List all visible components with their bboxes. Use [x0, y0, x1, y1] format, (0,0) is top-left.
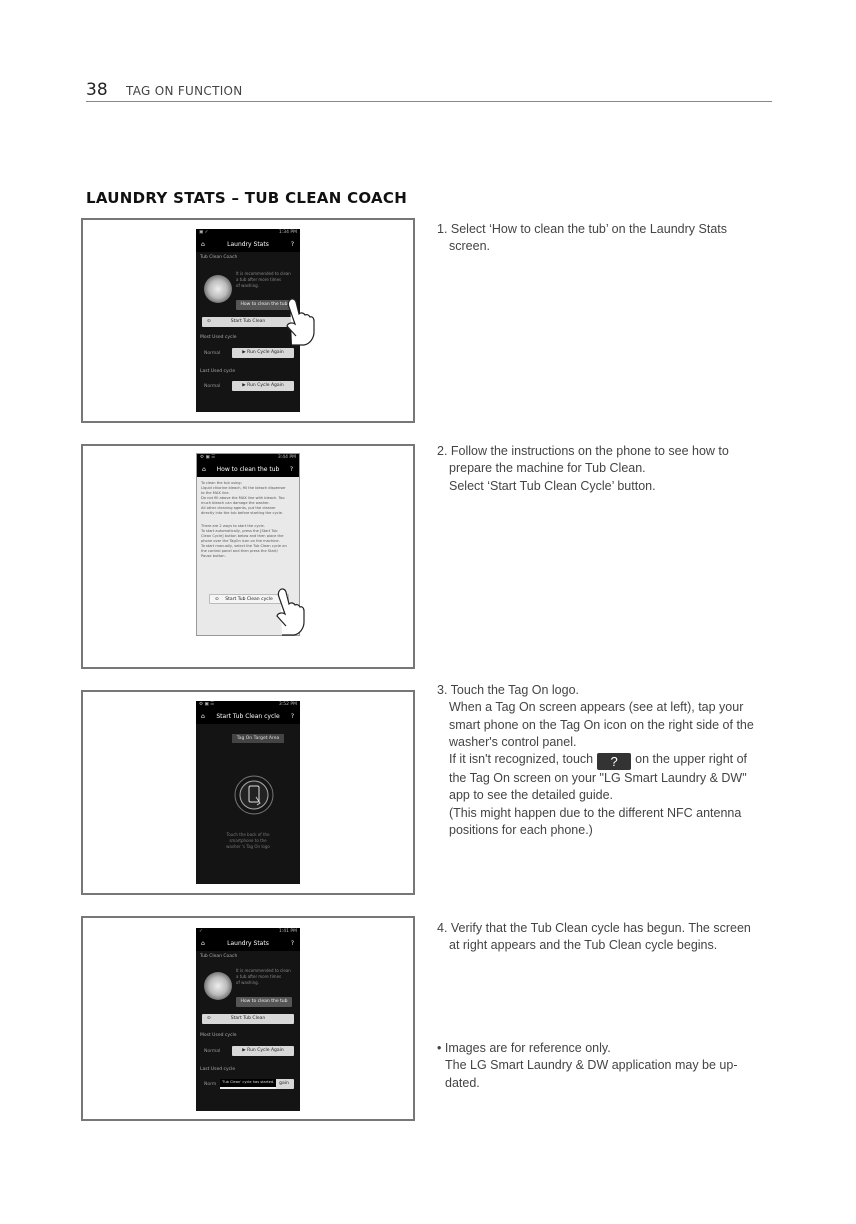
drum-image [204, 972, 232, 1000]
recommend-text: It is recommended to clean a tub after more times of washing. [236, 271, 291, 288]
home-icon: ⌂ [201, 713, 205, 720]
start-tub-clean-button[interactable]: ⊙ Start Tub Clean [202, 317, 294, 327]
help-icon: ? [290, 713, 294, 720]
drum-image [204, 275, 232, 303]
phone-icon [234, 775, 274, 815]
play-icon: ▶ [242, 383, 248, 388]
section-title: LAUNDRY STATS – TUB CLEAN COACH [86, 189, 408, 207]
help-button-icon: ? [597, 753, 631, 770]
app-bar [196, 237, 300, 252]
run-cycle-again-button[interactable]: ▶ Run Cycle Again [232, 1046, 294, 1056]
app-bar [196, 936, 300, 951]
step-3-text: 3. Touch the Tag On logo. When a Tag On screen appears (see at left), tap your smart phone on the Tag On icon on the right side of the washer's control panel. If it isn't recognized, touch ? on the upper right of the Tag On screen on your "LG Smart Laundry & DW" app to see the detailed guide. (This might happen due to the different NFC antenna positions for each phone.) [437, 683, 754, 838]
coach-label: Tub Clean Coach [200, 954, 238, 959]
phone-screen-tag-on [196, 701, 300, 884]
app-bar [196, 709, 300, 724]
play-icon: ⊙ [207, 319, 211, 324]
hand-pointer-icon [284, 298, 318, 346]
section-name: TAG ON FUNCTION [126, 84, 243, 98]
reference-note: • Images are for reference only. The LG Smart Laundry & DW application may be up- dated. [437, 1041, 738, 1090]
home-icon: ⌂ [202, 466, 206, 473]
play-icon: ⊙ [207, 1016, 211, 1021]
phone-screen-laundry-stats-started [196, 928, 300, 1111]
app-title: Laundry Stats [227, 940, 269, 947]
hand-pointer-icon [274, 588, 308, 636]
app-title: Laundry Stats [227, 241, 269, 248]
how-to-clean-button[interactable]: How to clean the tub [236, 997, 292, 1007]
page-number: 38 [86, 80, 108, 100]
page-header [86, 82, 772, 102]
help-icon: ? [289, 466, 293, 473]
home-icon: ⌂ [201, 241, 205, 248]
start-tub-clean-button[interactable]: ⊙ Start Tub Clean [202, 1014, 294, 1024]
touch-instructions: Touch the back of the smartphone to the washer 's Tag On logo [226, 832, 270, 849]
recommend-text: It is recommended to clean a tub after more times of washing. [236, 968, 291, 985]
step-1-text: 1. Select ‘How to clean the tub’ on the Laundry Stats screen. [437, 222, 727, 254]
status-bar: ▣ ✓ 1:34 PM [196, 229, 300, 237]
start-tub-clean-cycle-button[interactable]: ⊙ Start Tub Clean cycle [209, 594, 289, 604]
last-used-label: Last Used cycle [200, 369, 236, 374]
play-icon: ▶ [242, 1048, 248, 1053]
play-icon: ▶ [242, 350, 248, 355]
coach-label: Tub Clean Coach [200, 255, 238, 260]
status-bar: ✓ 1:41 PM [196, 928, 300, 936]
help-icon: ? [290, 241, 294, 248]
app-title: Start Tub Clean cycle [216, 713, 280, 720]
run-cycle-again-button[interactable]: ▶ Run Cycle Again [232, 348, 294, 358]
cycle-name: Normal [204, 351, 221, 356]
run-cycle-again-button[interactable]: gain [274, 1079, 294, 1089]
app-title: How to clean the tub [216, 466, 280, 473]
step-4-text: 4. Verify that the Tub Clean cycle has begun. The screen at right appears and the Tub Clean cycle begins. [437, 921, 751, 953]
status-bar: ⚙ ▣ ☰ 3:52 PM [196, 701, 300, 709]
how-to-clean-button[interactable]: How to clean the tub [236, 300, 292, 310]
instructions-text: To clean the tub using: Liquid chlorine bleach, fill the bleach dispenser to the MAX line. Do not fill above the MAX line with bleach. Too much bleach can damage the washer. All other cleaning agents, put the cleaner directly into the tub before starting the cycle. There are 2 ways to start the cycle. To start automatically, press the [Start Tub Clean Cycle] button below and then place the phone over the TagOn icon on the machine. To start manually, select the Tub Clean cycle on the control panel and then press the Start/ Pause button. [201, 481, 287, 558]
home-icon: ⌂ [201, 940, 205, 947]
most-used-label: Most Used cycle [200, 335, 237, 340]
cycle-name: Normal [204, 1049, 221, 1054]
status-bar: ⚙ ▣ ☰ 3:44 PM [197, 454, 299, 462]
last-used-label: Last Used cycle [200, 1067, 236, 1072]
tag-on-target-label: Tag On Target Area [232, 734, 284, 743]
cycle-name: Normal [204, 384, 221, 389]
cycle-name: Norm [204, 1082, 217, 1087]
most-used-label: Most Used cycle [200, 1033, 237, 1038]
toast-message: 'Tub Clean' cycle has started. [220, 1079, 276, 1089]
app-bar [197, 462, 299, 477]
step-2-text: 2. Follow the instructions on the phone to see how to prepare the machine for Tub Clean. Select ‘Start Tub Clean Cycle’ button. [437, 444, 729, 493]
help-icon: ? [290, 940, 294, 947]
play-icon: ⊙ [215, 597, 219, 602]
run-cycle-again-button[interactable]: ▶ Run Cycle Again [232, 381, 294, 391]
